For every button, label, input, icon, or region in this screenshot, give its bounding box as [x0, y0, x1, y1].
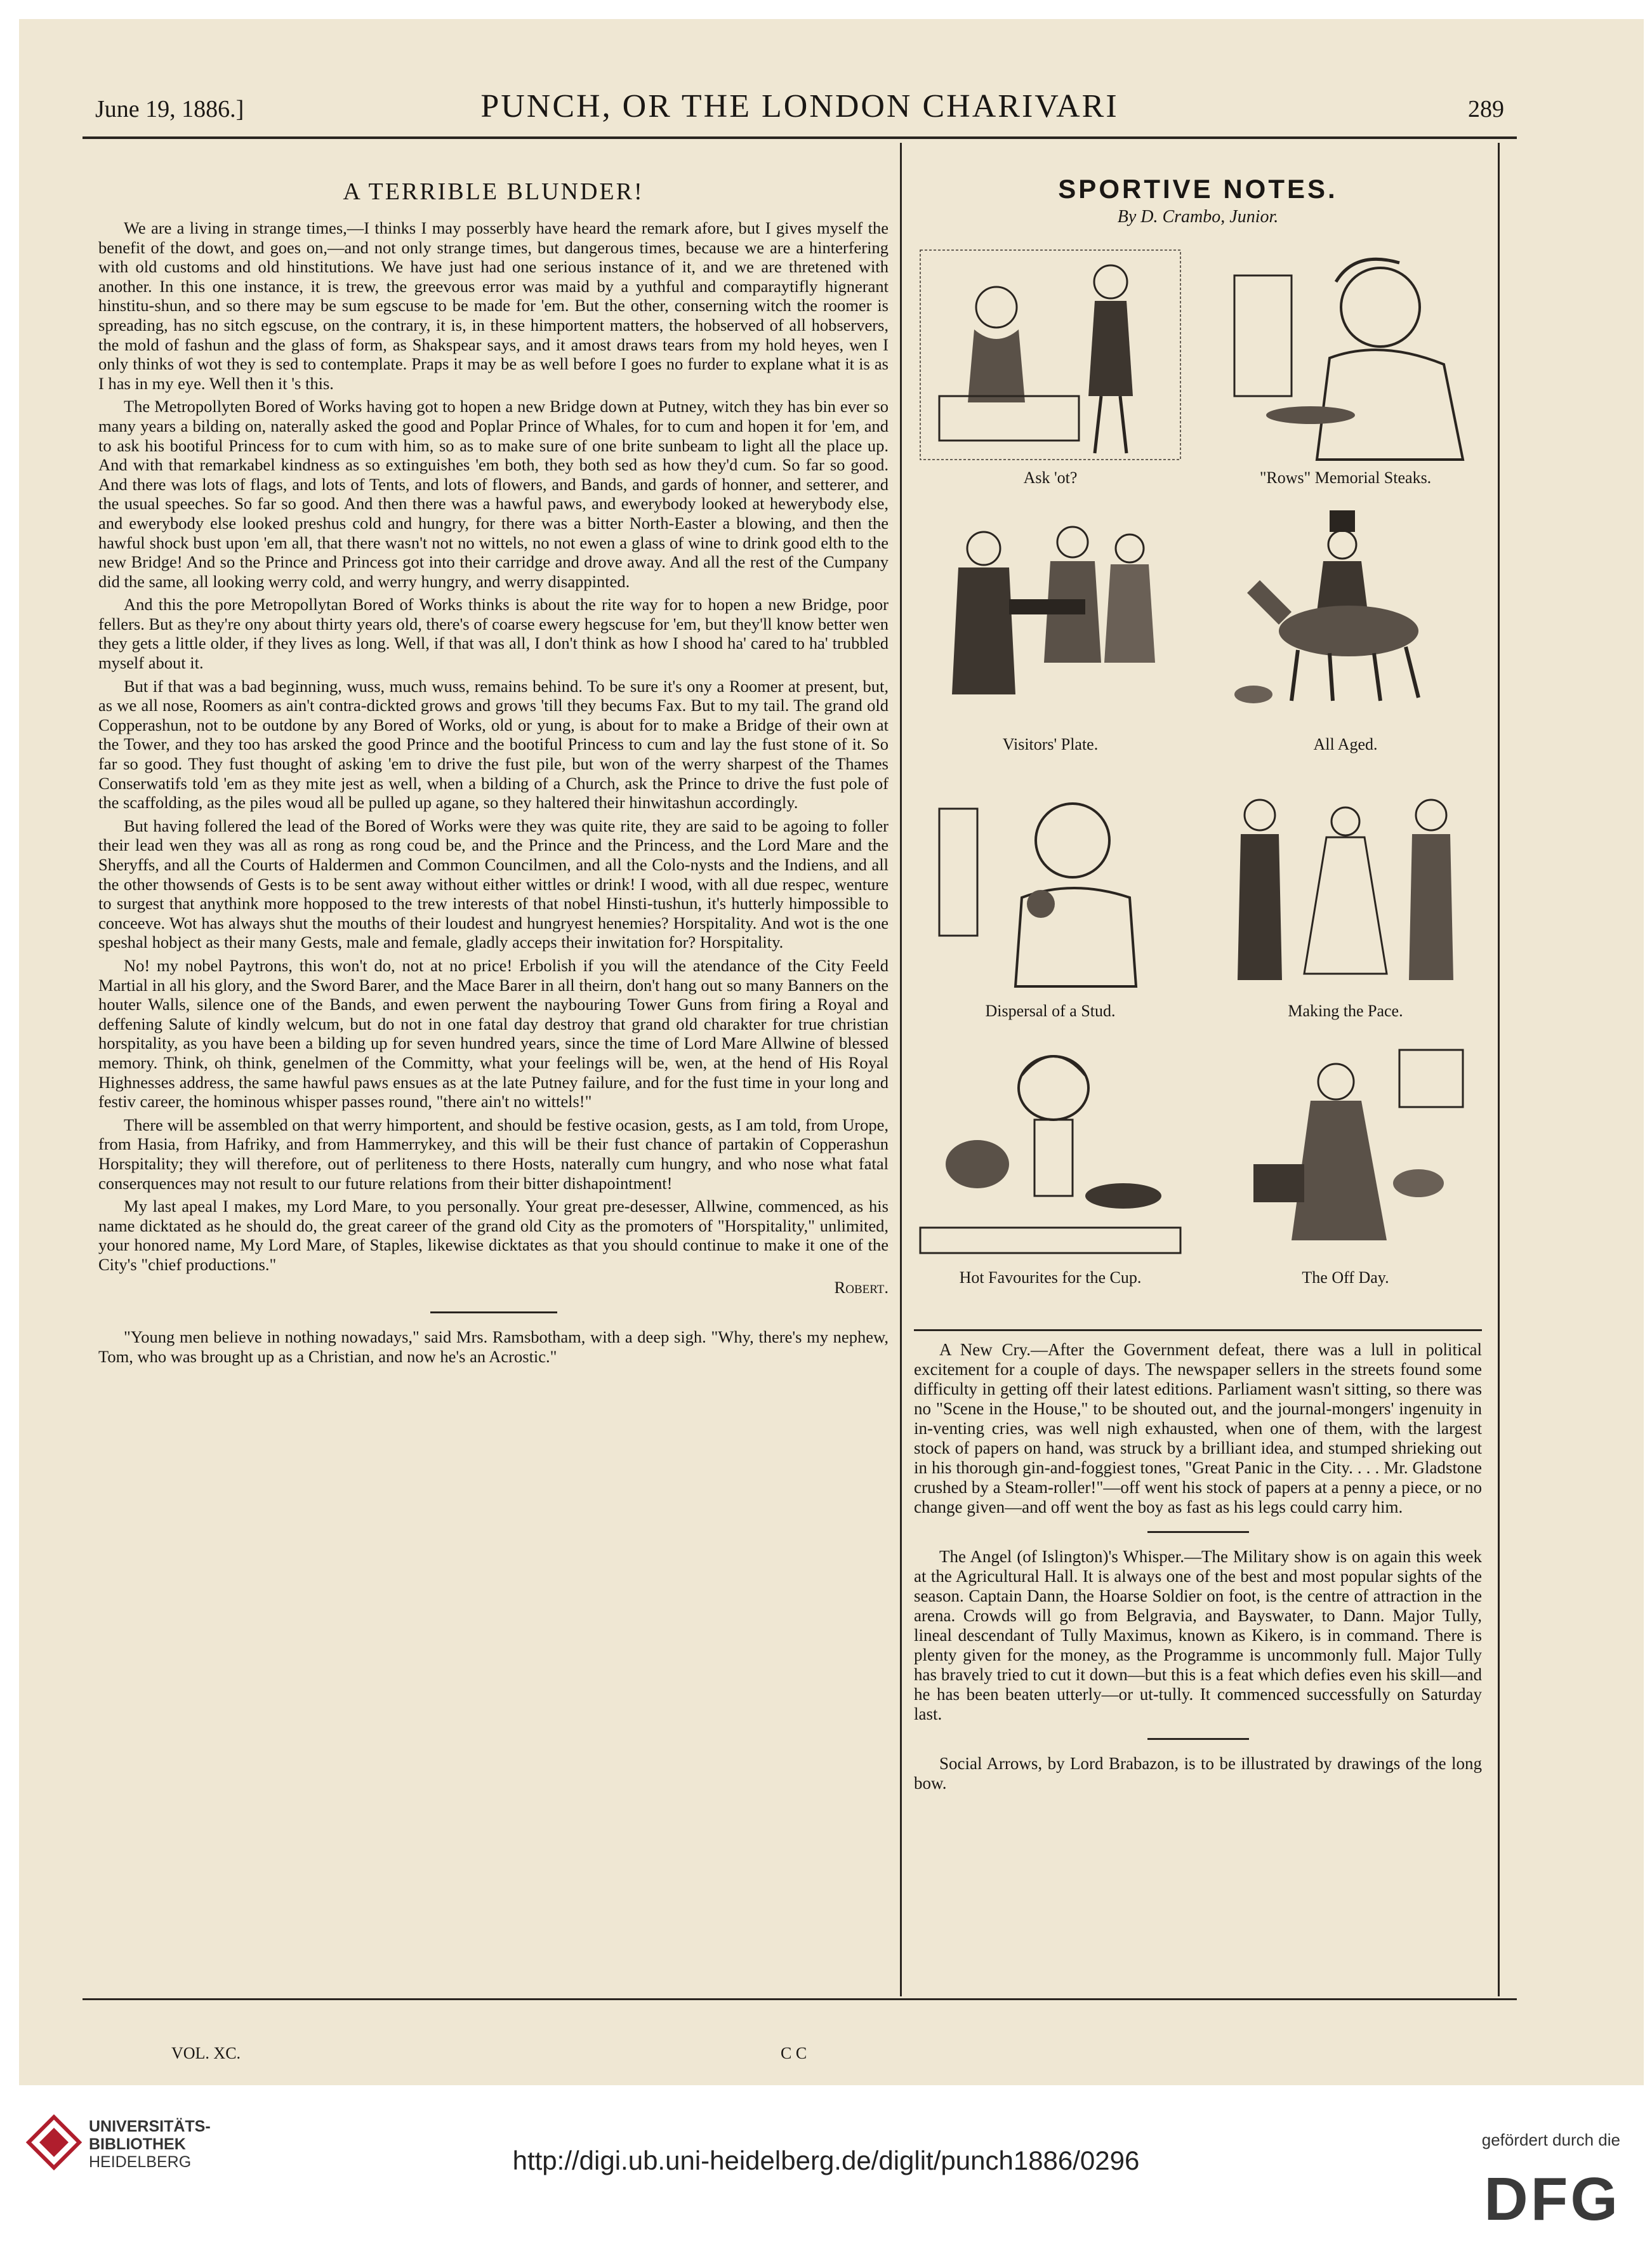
stud-cartoon-illustration [914, 771, 1187, 999]
library-strip [0, 2095, 1652, 2249]
cartoon-panel [1209, 771, 1482, 1021]
bottom-rule [83, 1998, 1517, 2000]
source-url-link[interactable]: http://digi.ub.uni-heidelberg.de/diglit/punch1886/0296 [512, 2146, 1140, 2175]
separator-rule [1147, 1738, 1249, 1740]
masthead-title: PUNCH, OR THE LONDON CHARIVARI [480, 88, 1119, 124]
cartoon-grid [914, 237, 1482, 1323]
article-paragraph: But having follered the lead of the Bored of Works were they was quite rite, they are said to be agoing to foller their lead wen they was all as rong as rong coud be, and the Prince and the Princess, and the Lord Mare and the Sheryffs, and all the Courts of Haldermen and Common Councilmen, and all the Colo-nysts and the Indiens, and all the other thowsends of Gests is to be sent away without either wittles or drink! I wood, with all due respec, wenture to surgest that anythink more hopposed to the trew interests of that nobel Hinsti-tushun, it's hutterly himpossible to conceeve. Wot has always shut the mouths of their loudest and hungryest henemies? Horspitality. And wot is the one speshal hobject as their many Gests, male and female, gladly acceps their inwitation for? Horspitality. [98, 816, 889, 952]
notes-rule [914, 1329, 1482, 1331]
article-paragraph: No! my nobel Paytrons, this won't do, not at no price! Erbolish if you will the atendance of the City Feeld Martial in all his glory, and the Sword Barer, and the Mace Barer in all theirn, don't hang out so many Banners on the houter Walls, silence one of the Bands, and ewen perwent the naybouring Tower Guns from firing a Royal and deffening Salute of kindly welcum, but do not in one fatal day destroy that grand old charakter for true christian horspitality, as you have been a bilding up for seven hundred years, since the time of Lord Mare Allwine of blessed memory. Think, oh think, genelmen of the Committy, what your feelings will be, wen, at the hend of His Royal Highnesses address, the same hawful paws ensues as at the late Putney failure, and for the fust time in your long and festiv career, the hominous whisper passes round, "there ain't no wittels!" [98, 955, 889, 1111]
article-paragraph: There will be assembled on that werry himportent, and should be festive ocasion, gests, as I am told, from Urope, from Hasia, from Hafriky, and from Hammerrykey, and this will be their fust chance of partakin of Copperashun Horspitality; they will therefore, out of perliteness to there Hosts, naterally cum hungry, and who nose what fatal conserquences may not result to our future relations from their bitter dishapointment! [98, 1115, 889, 1193]
cartoon-panel [1209, 1037, 1482, 1287]
column-divider [900, 143, 902, 1996]
sportive-notes-title: SPORTIVE NOTES. [1058, 174, 1338, 204]
right-column [914, 171, 1482, 1797]
cartoon-caption: Visitors' Plate. [1002, 735, 1099, 753]
cartoon-caption: Dispersal of a Stud. [985, 1002, 1116, 1020]
funding-note: gefördert durch die [1481, 2130, 1620, 2149]
separator-rule [1147, 1531, 1249, 1533]
signature-mark: C C [781, 2044, 807, 2062]
dfg-logo: DFG [1484, 2165, 1620, 2233]
waiter-cartoon-illustration [914, 237, 1187, 466]
cartoon-caption: Hot Favourites for the Cup. [959, 1268, 1142, 1287]
left-column [98, 171, 889, 1370]
note-paragraph: A New Cry.—After the Government defeat, there was a lull in political excitement for a couple of days. The newspaper sellers in the streets found some difficulty in getting off their latest editions. Parliament wasn't sitting, so there was no "Scene in the House," to be shouted out, and the journal-mongers' ingenuity in in-venting cries, was well nigh exhausted, when one of them, with the largest stock of papers on hand, was struck by a brilliant idea, and stumped shrieking out in his thorough gin-and-foggiest tones, "Great Panic in the City. . . . Mr. Gladstone crushed by a Steam-roller!"—off went his stock of papers at a penny a piece, or no change given—and off went the boy as fast as his legs could carry him. [914, 1340, 1482, 1516]
joke-paragraph: "Young men believe in nothing nowadays," said Mrs. Ramsbotham, with a deep sigh. "Why, there's my nephew, Tom, who was brought up as a Christian, and now he's an Acrostic." [98, 1327, 889, 1366]
cartoon-panel [914, 504, 1187, 754]
article-paragraph: And this the pore Metropollytan Bored of Works thinks is about the rite way for to hopen a new Bridge, poor fellers. But as they're ony about thirty years old, there's of coarse ewery hegscuse for 'em, but they'll know better wen they gets a little older, if they lives as long. Well, if that was all, I don't think as how I shood ha' cared to ha' trubbled myself about it. [98, 595, 889, 673]
article-title: A TERRIBLE BLUNDER! [343, 178, 644, 205]
cartoon-caption: Making the Pace. [1288, 1002, 1403, 1020]
library-name: UNIVERSITÄTS- BIBLIOTHEK HEIDELBERG [89, 2118, 211, 2171]
article-paragraph: We are a living in strange times,—I thinks I may posserbly have heard the remark afore, but I gives myself the benefit of the dowt, and goes on,—and not only strange times, but dangerous times, because we are a hinterfering with old customs and old hinstitutions. We have just had one serious instance of it, and we are thretened with another. In this one instance, it is trew, the greevous error was maid by a yuthful and comparaytifly hignerant hinstitu-shun, and so there may be sum egscuse to be made for 'em. But the other, conserning witch the roomer is spreading, has no sitch egscuse, on the contrary, it is, in these himportent matters, the hobserved of all hobservers, the mold of fashun and the glass of form, as Shakspear says, and it amost draws tears from my hold heyes, wen I only thinks of wot they is sed to contemplate. Praps it may be as well before I goes no furder to explane what it is as I has in my eye. Well then it 's this. [98, 218, 889, 393]
cartoon-panel [1209, 504, 1482, 754]
sportive-notes-byline: By D. Crambo, Junior. [1117, 207, 1279, 227]
cartoon-panel [1209, 237, 1482, 488]
note-paragraph: The Angel (of Islington)'s Whisper.—The Military show is on again this week at the Agricultural Hall. It is always one of the best and most popular sights of the season. Captain Dann, the Hoarse Soldier on foot, is the centre of attraction in the arena. Crowds will go from Belgravia, and Bayswater, to Dann. Major Tully, lineal descendant of Tully Maximus, known as Kikero, is in command. There is plenty given for the money, as the Programme is uncommonly full. Major Tully has bravely tried to cut it down—but this is a feat which defies even his skill—and he has been beaten utterly—or ut-tully. It commenced successfully on Saturday last. [914, 1547, 1482, 1723]
cartoon-panel [914, 1037, 1187, 1287]
donkey-rider-cartoon-illustration [1209, 504, 1482, 733]
note-paragraph: Social Arrows, by Lord Brabazon, is to be illustrated by drawings of the long bow. [914, 1754, 1482, 1793]
article-signature: Robert. [834, 1278, 889, 1297]
separator-rule [430, 1311, 557, 1313]
cartoon-panel [914, 237, 1187, 488]
cartoon-caption: "Rows" Memorial Steaks. [1259, 468, 1432, 487]
cartoon-caption: Ask 'ot? [1023, 468, 1078, 487]
right-column-rule [1498, 143, 1500, 1996]
pace-cartoon-illustration [1209, 771, 1482, 999]
cartoon-caption: All Aged. [1313, 735, 1378, 753]
page-header [95, 83, 1504, 133]
page-number: 289 [1468, 96, 1504, 123]
header-rule [83, 136, 1517, 139]
visitors-plate-cartoon-illustration [914, 504, 1187, 733]
kettle-cartoon-illustration [914, 1037, 1187, 1266]
page-footer [171, 2044, 1504, 2063]
cartoon-panel [914, 771, 1187, 1021]
cartoon-caption: The Off Day. [1302, 1268, 1389, 1287]
article-paragraph: My last apeal I makes, my Lord Mare, to you personally. Your great pre-desesser, Allwine, commenced, as his name dicktated as he should do, the great career of the grand old City as the promoters of "Horspitality," unlimited, your honored name, My Lord Mare, of Staples, likewise dicktates as that you should continue to make it one of the City's "chief productions." [98, 1197, 889, 1274]
issue-date: June 19, 1886.] [95, 96, 244, 123]
article-paragraph: The Metropollyten Bored of Works having got to hopen a new Bridge down at Putney, witch they has bin ever so many years a bilding on, naterally asked the good and Poplar Prince of Whales, for to cum and hopen it for 'em, and to ask his bootiful Princess for to cum with him, so as to make sure of one brite sunbeam to light all the place up. And with that remarkabel kindness as so extinguishes 'em both, they both sed as how they'd cum. So far so good. And there was lots of flags, and lots of Tents, and lots of flowers, and Bands, and gards of honner, and setterer, and the usual speeches. So far so good. And then there was a hawful paws, and ewerybody looked at hewerybody else, and ewerybody else looked preshus cold and hungry, for there was a bitter North-Easter a blowing, and then the hawful shock bust upon 'em all, that there wasn't not no wittels, no not ewen a glass of wine to drink good elth to the new Bridge! And so the Prince and Princess got into their carridge and drove away. And all the rest of the Cumpany did the same, all looking werry cold, and werry hungry, and werry disappinted. [98, 397, 889, 591]
newspaper-page [19, 19, 1644, 2085]
notes-section [914, 1340, 1482, 1793]
volume-number: VOL. XC. [171, 2044, 241, 2062]
steak-cartoon-illustration [1209, 237, 1482, 466]
off-day-cartoon-illustration [1209, 1037, 1482, 1266]
article-paragraph: But if that was a bad beginning, wuss, much wuss, remains behind. To be sure it's ony a Roomer at present, but, as we all nose, Roomers as ain't contra-dickted grows and grows 'till they becums Fax. But to my tail. The grand old Copperashun, not to be outdone by any Bored of Works, old or yung, is about for to make a Bridge of their own at the Tower, and they too has arsked the good Prince and the bootiful Princess to cum and lay the fust stone of it. So far so good. They fust thought of asking 'em to drive the fust pile, but won of the werry sharpest of the Thames Conserwatifs told 'em as they mite jest as well, when a bilding of a Church, ask the Prince to drive the fust pole of the scaffolding, as the piles woud all be pulled up agane, so they haltered their hinwitashun accordingly. [98, 676, 889, 813]
